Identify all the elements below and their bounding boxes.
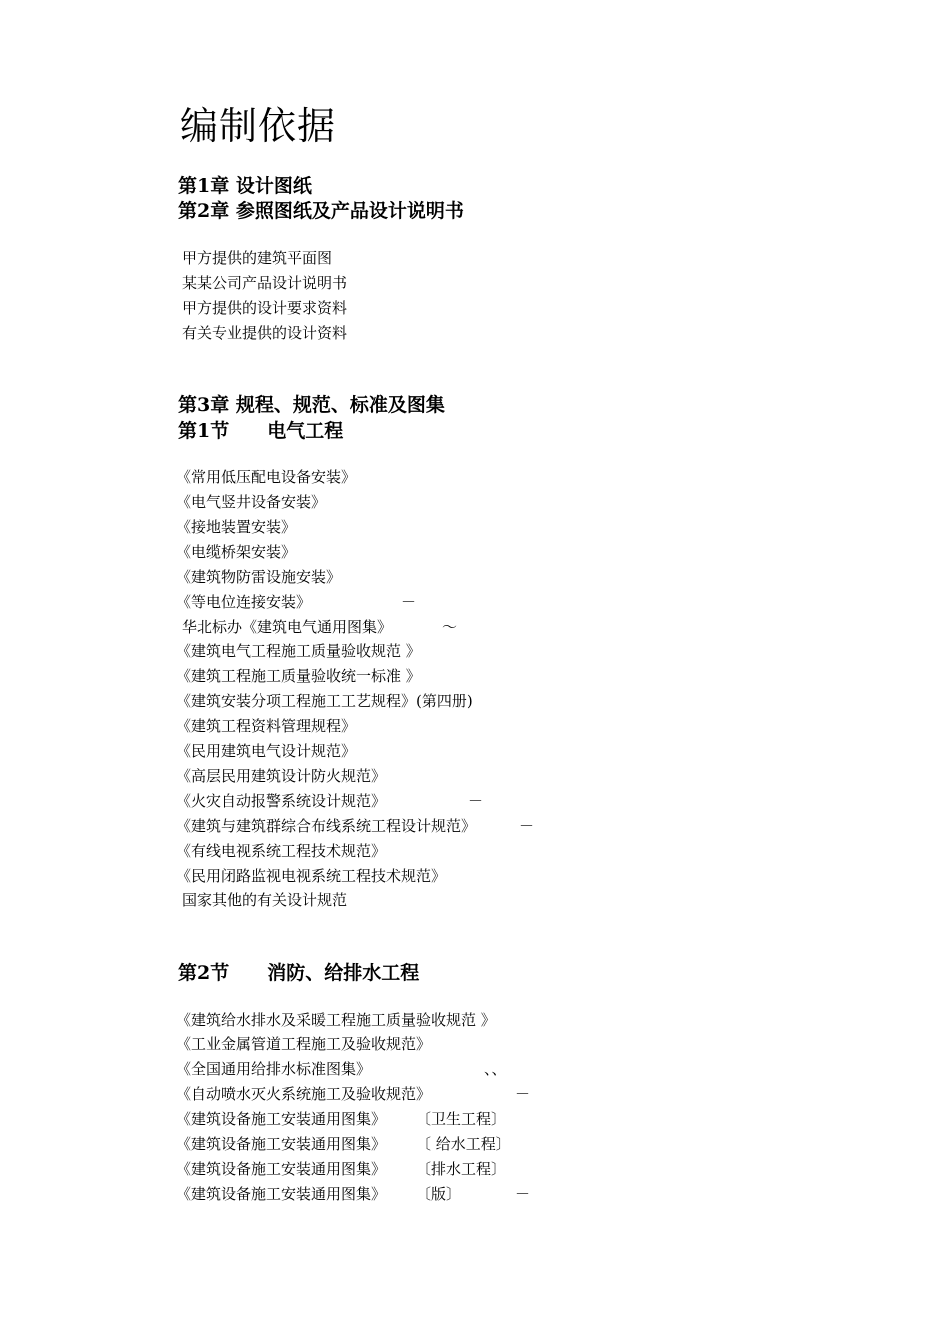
- list-item: 《常用低压配电设备安装》: [176, 468, 357, 486]
- list-item: 《民用建筑电气设计规范》: [176, 742, 357, 760]
- list-item: 国家其他的有关设计规范: [182, 891, 348, 909]
- list-item: 《建筑物防雷设施安装》: [176, 568, 342, 586]
- list-item-suffix: 〔排水工程〕: [416, 1160, 507, 1178]
- list-item: 《全国通用给排水标准图集》: [176, 1060, 372, 1078]
- list-item: 《接地装置安装》: [176, 518, 297, 536]
- list-item: 甲方提供的设计要求资料: [182, 299, 348, 317]
- list-item: 《自动喷水灭火系统施工及验收规范》: [176, 1085, 432, 1103]
- list-item: 《建筑工程资料管理规程》: [176, 717, 357, 735]
- list-item-suffix: 〔卫生工程〕: [416, 1110, 507, 1128]
- list-item: 《建筑给水排水及采暖工程施工质量验收规范 》: [176, 1011, 496, 1029]
- list-item: 《火灾自动报警系统设计规范》: [176, 792, 387, 810]
- list-item-suffix: －: [468, 792, 484, 810]
- section-1-heading: [178, 418, 343, 444]
- list-item: 《等电位连接安装》: [176, 593, 312, 611]
- list-item: 甲方提供的建筑平面图: [182, 249, 333, 267]
- list-item: 《建筑设备施工安装通用图集》: [176, 1185, 387, 1203]
- list-item: 《高层民用建筑设计防火规范》: [176, 767, 387, 785]
- list-item-suffix: －: [515, 1085, 531, 1103]
- list-item: 《建筑设备施工安装通用图集》: [176, 1135, 387, 1153]
- list-item-suffix: ～: [442, 618, 458, 636]
- list-item: 《有线电视系统工程技术规范》: [176, 842, 387, 860]
- list-item: 《建筑安装分项工程施工工艺规程》(第四册): [176, 692, 473, 710]
- list-item: 某某公司产品设计说明书: [182, 274, 348, 292]
- page-title: 编制依据: [180, 104, 337, 148]
- section-name: 消防、给排水工程: [267, 962, 420, 984]
- list-item: 《民用闭路监视电视系统工程技术规范》: [176, 867, 447, 885]
- section-number: 第2节: [178, 962, 230, 984]
- list-item-suffix: 、、: [484, 1060, 507, 1078]
- list-item: 《建筑工程施工质量验收统一标准 》: [176, 667, 421, 685]
- list-item: 《电缆桥架安装》: [176, 543, 297, 561]
- section-number: 第1节: [178, 420, 230, 442]
- chapter-3-heading: 第3章 规程、规范、标准及图集: [178, 394, 445, 416]
- list-item: 有关专业提供的设计资料: [182, 324, 348, 342]
- list-item: 《电气竖井设备安装》: [176, 493, 327, 511]
- list-item-suffix: －: [401, 593, 417, 611]
- list-item: 《建筑与建筑群综合布线系统工程设计规范》: [176, 817, 477, 835]
- list-item: 华北标办《建筑电气通用图集》: [182, 618, 393, 636]
- list-item: 《建筑设备施工安装通用图集》: [176, 1160, 387, 1178]
- list-item: 《建筑电气工程施工质量验收规范 》: [176, 642, 421, 660]
- section-name: 电气工程: [267, 420, 344, 442]
- list-item: 《建筑设备施工安装通用图集》: [176, 1110, 387, 1128]
- chapter-2-heading: 第2章 参照图纸及产品设计说明书: [178, 200, 464, 222]
- list-item-suffix: 〔 给水工程〕: [416, 1135, 511, 1153]
- list-item-suffix: 〔版〕: [416, 1185, 462, 1203]
- list-item-suffix: －: [519, 817, 535, 835]
- list-item: 《工业金属管道工程施工及验收规范》: [176, 1035, 432, 1053]
- section-2-heading: [178, 960, 419, 986]
- chapter-1-heading: 第1章 设计图纸: [178, 175, 312, 197]
- list-item-suffix: －: [515, 1185, 531, 1203]
